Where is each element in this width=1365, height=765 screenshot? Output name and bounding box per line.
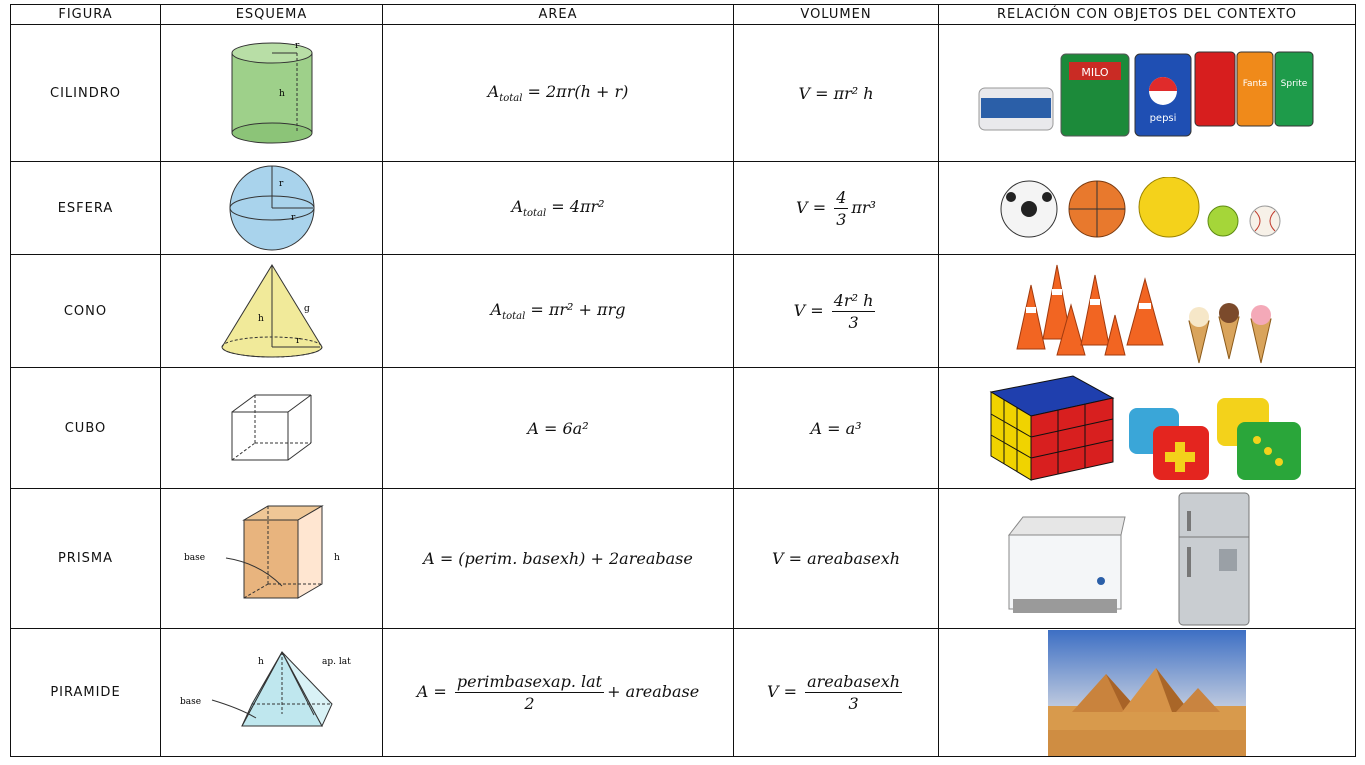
label-base: base <box>179 696 201 707</box>
label-h: h <box>257 314 264 324</box>
label-sprite: Sprite <box>1280 78 1308 89</box>
figure-name: PIRAMIDE <box>11 629 161 757</box>
label-g: g <box>303 304 310 314</box>
schema-cell <box>161 25 383 162</box>
schema-cell <box>161 368 383 489</box>
table-row <box>11 489 1356 629</box>
label-r1: r <box>278 179 283 189</box>
header-figura: FIGURA <box>11 5 161 25</box>
header-volumen: VOLUMEN <box>734 5 939 25</box>
table-row <box>11 25 1356 162</box>
label-h: h <box>257 656 264 667</box>
table-row <box>11 368 1356 489</box>
schema-cell <box>161 629 383 757</box>
table-row <box>11 255 1356 368</box>
geometry-table <box>10 4 1356 757</box>
volume-formula: V = πr² h <box>734 25 939 162</box>
cubes-illustration <box>987 372 1307 484</box>
label-pepsi: pepsi <box>1149 112 1177 124</box>
figure-name: CUBO <box>11 368 161 489</box>
cones-illustration <box>997 259 1297 364</box>
balls-illustration <box>997 177 1297 239</box>
label-r: r <box>294 41 299 51</box>
pyramid-diagram <box>172 644 372 742</box>
volume-formula: V = $\frac{\text{4r² h}}{3}$ <box>734 255 939 368</box>
schema-cell <box>161 255 383 368</box>
area-formula: A = (perim. basexh) + 2areabase <box>383 489 734 629</box>
table-row <box>11 162 1356 255</box>
area-formula: $A_{total} = \pi r^2 + \pi rg$ <box>383 255 734 368</box>
volume-formula: V = areabasexh 3 <box>734 629 939 757</box>
header-esquema: ESQUEMA <box>161 5 383 25</box>
cylinder-diagram <box>217 38 327 148</box>
figure-name: ESFERA <box>11 162 161 255</box>
schema-cell <box>161 162 383 255</box>
label-r: r <box>295 336 300 346</box>
cube-diagram <box>227 392 317 464</box>
sphere-diagram <box>217 164 327 252</box>
label-h: h <box>333 552 340 563</box>
area-formula: A = 6a² <box>383 368 734 489</box>
header-area: AREA <box>383 5 734 25</box>
area-formula: $A_{total} = 4\pi r^2$ <box>383 162 734 255</box>
label-base: base <box>183 552 205 563</box>
label-milo: MILO <box>1081 65 1109 79</box>
figure-name: CONO <box>11 255 161 368</box>
label-fanta: Fanta <box>1242 78 1268 89</box>
label-ap-lat: ap. lat <box>321 656 351 667</box>
appliances-illustration <box>997 491 1297 627</box>
volume-formula: V = $\frac{4}{3}$ πr³ <box>734 162 939 255</box>
header-relacion: RELACIÓN CON OBJETOS DEL CONTEXTO <box>939 5 1356 25</box>
prism-diagram <box>182 504 362 614</box>
context-cell <box>939 489 1356 629</box>
area-formula: $A_{total} = 2\pi r(h + r)$ <box>383 25 734 162</box>
egypt-pyramids-photo <box>1048 630 1246 756</box>
cone-diagram <box>212 261 332 361</box>
label-h: h <box>278 89 285 99</box>
area-formula: A = perimbasexap. lat 2 + areabase <box>383 629 734 757</box>
label-r2: r <box>290 213 295 223</box>
figure-name: PRISMA <box>11 489 161 629</box>
header-row <box>11 5 1356 25</box>
context-cell <box>939 162 1356 255</box>
volume-formula: A = a³ <box>734 368 939 489</box>
figure-name: CILINDRO <box>11 25 161 162</box>
schema-cell <box>161 489 383 629</box>
context-cell <box>939 25 1356 162</box>
table-row <box>11 629 1356 757</box>
context-cell <box>939 629 1356 757</box>
cans-illustration <box>977 46 1317 141</box>
volume-formula: V = areabasexh <box>734 489 939 629</box>
context-cell <box>939 368 1356 489</box>
context-cell <box>939 255 1356 368</box>
